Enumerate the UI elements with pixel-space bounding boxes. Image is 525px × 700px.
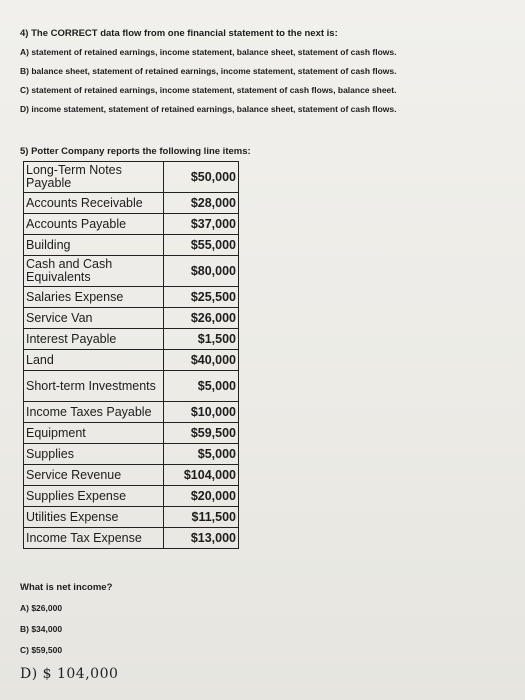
item-amount: $40,000 xyxy=(164,350,239,371)
item-label: Accounts Receivable xyxy=(24,193,164,214)
table-row xyxy=(24,235,239,256)
item-label: Cash and Cash Equivalents xyxy=(24,256,164,287)
table-row xyxy=(24,486,239,507)
question-5-option-b[interactable]: B) $34,000 xyxy=(20,624,63,634)
net-income-question xyxy=(20,582,320,693)
question-4 xyxy=(20,28,500,123)
item-amount: $11,500 xyxy=(164,507,239,528)
table-row xyxy=(24,329,239,350)
item-amount: $59,500 xyxy=(164,423,239,444)
table-row xyxy=(24,465,239,486)
question-4-option-d[interactable]: D) income statement, statement of retained earnings, balance sheet, statement of cash flows. xyxy=(20,104,397,114)
table-row xyxy=(24,214,239,235)
item-label: Salaries Expense xyxy=(24,287,164,308)
question-4-option-b[interactable]: B) balance sheet, statement of retained earnings, income statement, statement of cash flows. xyxy=(20,66,397,76)
question-5-option-c[interactable]: C) $59,500 xyxy=(20,645,63,655)
table-row xyxy=(24,193,239,214)
item-amount: $1,500 xyxy=(164,329,239,350)
item-amount: $20,000 xyxy=(164,486,239,507)
table-row xyxy=(24,162,239,193)
table-row xyxy=(24,423,239,444)
table-row xyxy=(24,308,239,329)
question-4-option-c[interactable]: C) statement of retained earnings, income statement, statement of cash flows, balance sheet. xyxy=(20,85,397,95)
item-amount: $10,000 xyxy=(164,402,239,423)
item-amount: $37,000 xyxy=(164,214,239,235)
item-amount: $55,000 xyxy=(164,235,239,256)
table-row xyxy=(24,402,239,423)
table-row xyxy=(24,350,239,371)
item-amount: $80,000 xyxy=(164,256,239,287)
item-label: Short-term Investments xyxy=(24,371,164,402)
item-label: Income Taxes Payable xyxy=(24,402,164,423)
item-label: Building xyxy=(24,235,164,256)
item-amount: $26,000 xyxy=(164,308,239,329)
line-items-table xyxy=(23,161,239,549)
table-row xyxy=(24,528,239,549)
item-amount: $5,000 xyxy=(164,444,239,465)
item-label: Service Van xyxy=(24,308,164,329)
item-label: Supplies Expense xyxy=(24,486,164,507)
item-label: Supplies xyxy=(24,444,164,465)
item-amount: $25,500 xyxy=(164,287,239,308)
question-4-option-a[interactable]: A) statement of retained earnings, income statement, balance sheet, statement of cash flows. xyxy=(20,47,397,57)
question-4-title: 4) The CORRECT data flow from one financial statement to the next is: xyxy=(20,28,338,39)
item-amount: $5,000 xyxy=(164,371,239,402)
table-row xyxy=(24,444,239,465)
question-5-option-a[interactable]: A) $26,000 xyxy=(20,603,63,613)
item-amount: $13,000 xyxy=(164,528,239,549)
item-label: Equipment xyxy=(24,423,164,444)
item-label: Income Tax Expense xyxy=(24,528,164,549)
item-label: Land xyxy=(24,350,164,371)
table-row xyxy=(24,287,239,308)
item-label: Interest Payable xyxy=(24,329,164,350)
table-row xyxy=(24,507,239,528)
question-5-title: 5) Potter Company reports the following line items: xyxy=(20,146,251,157)
item-label: Long-Term Notes Payable xyxy=(24,162,164,193)
table-row xyxy=(24,256,239,287)
item-label: Accounts Payable xyxy=(24,214,164,235)
item-amount: $104,000 xyxy=(164,465,239,486)
table-row xyxy=(24,371,239,402)
item-amount: $50,000 xyxy=(164,162,239,193)
item-label: Utilities Expense xyxy=(24,507,164,528)
handwritten-answer-d: D) $ 104,000 xyxy=(20,666,119,682)
item-label: Service Revenue xyxy=(24,465,164,486)
net-income-prompt: What is net income? xyxy=(20,582,113,593)
item-amount: $28,000 xyxy=(164,193,239,214)
